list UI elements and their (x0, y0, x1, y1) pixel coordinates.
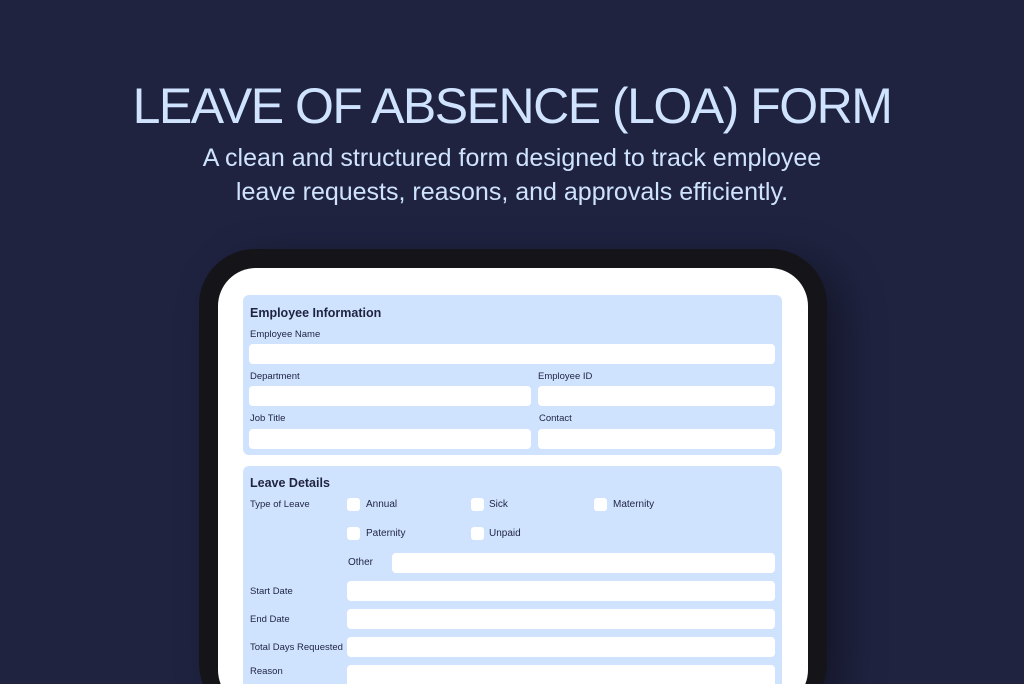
total-days-input[interactable] (347, 637, 775, 657)
employee-information-section (243, 295, 782, 455)
employee-id-input[interactable] (538, 386, 775, 406)
page-subtitle (140, 141, 884, 209)
contact-input[interactable] (538, 429, 775, 449)
employee-name-label: Employee Name (250, 329, 321, 340)
page-title: LEAVE OF ABSENCE (LOA) FORM (132, 78, 892, 134)
subtitle-line-2: leave requests, reasons, and approvals efficiently. (235, 178, 789, 206)
paternity-checkbox[interactable] (347, 527, 360, 540)
total-days-label: Total Days Requested (250, 642, 343, 653)
maternity-checkbox[interactable] (594, 498, 607, 511)
type-of-leave-label: Type of Leave (250, 499, 310, 510)
contact-label: Contact (539, 413, 572, 424)
end-date-input[interactable] (347, 609, 775, 629)
leave-details-section (243, 466, 782, 684)
department-input[interactable] (249, 386, 531, 406)
department-label: Department (250, 371, 300, 382)
other-label: Other (348, 557, 374, 568)
employee-id-label: Employee ID (538, 371, 593, 382)
sick-label: Sick (489, 499, 508, 510)
job-title-input[interactable] (249, 429, 531, 449)
start-date-input[interactable] (347, 581, 775, 601)
unpaid-label: Unpaid (489, 528, 521, 539)
start-date-label: Start Date (250, 586, 293, 597)
other-input[interactable] (392, 553, 775, 573)
annual-checkbox[interactable] (347, 498, 360, 511)
subtitle-line-1: A clean and structured form designed to track employee (202, 144, 822, 172)
sick-checkbox[interactable] (471, 498, 484, 511)
reason-input[interactable] (347, 665, 775, 684)
employee-name-input[interactable] (249, 344, 775, 364)
unpaid-checkbox[interactable] (471, 527, 484, 540)
tablet-screen (218, 268, 808, 684)
job-title-label: Job Title (250, 413, 286, 424)
maternity-label: Maternity (613, 499, 655, 510)
section-title-leave-details: Leave Details (250, 476, 330, 490)
paternity-label: Paternity (366, 528, 406, 539)
reason-label: Reason (250, 666, 283, 677)
section-title-employee-information: Employee Information (250, 306, 382, 320)
end-date-label: End Date (250, 614, 290, 625)
annual-label: Annual (366, 499, 398, 510)
